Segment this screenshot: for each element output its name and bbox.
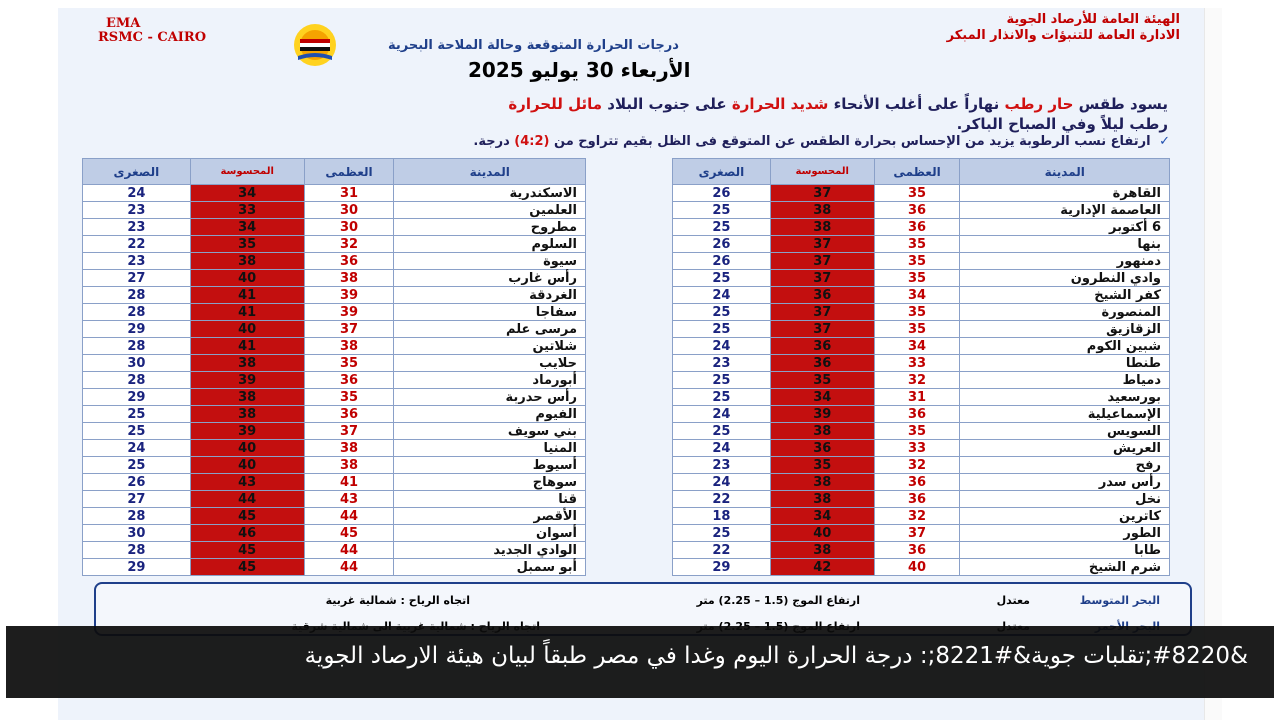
min-temp-cell: 26: [673, 236, 771, 253]
header-min: الصغرى: [83, 159, 191, 185]
feels-like-cell: 40: [190, 321, 304, 338]
temperature-table-left: [82, 158, 586, 576]
table-row: [673, 355, 1170, 372]
max-temp-cell: 32: [874, 457, 960, 474]
min-temp-cell: 28: [83, 304, 191, 321]
city-cell: المنيا: [394, 440, 586, 457]
min-temp-cell: 23: [673, 457, 771, 474]
feels-like-cell: 35: [190, 236, 304, 253]
city-cell: شرم الشيخ: [960, 559, 1170, 576]
wind-direction: اتجاه الرياح : شمالية غربية: [325, 594, 470, 607]
city-cell: دمياط: [960, 372, 1170, 389]
feels-like-cell: 36: [770, 440, 874, 457]
min-temp-cell: 25: [83, 423, 191, 440]
min-temp-cell: 28: [83, 372, 191, 389]
feels-like-cell: 39: [190, 372, 304, 389]
feels-like-cell: 38: [770, 542, 874, 559]
max-temp-cell: 35: [874, 270, 960, 287]
city-cell: مطروح: [394, 219, 586, 236]
max-temp-cell: 37: [304, 321, 394, 338]
feels-like-cell: 43: [190, 474, 304, 491]
table-row: [673, 338, 1170, 355]
city-cell: سوهاج: [394, 474, 586, 491]
feels-like-cell: 38: [770, 423, 874, 440]
city-cell: دمنهور: [960, 253, 1170, 270]
table-row: [673, 474, 1170, 491]
min-temp-cell: 25: [673, 219, 771, 236]
feels-like-cell: 34: [190, 185, 304, 202]
city-cell: 6 أكتوبر: [960, 219, 1170, 236]
table-row: [83, 253, 586, 270]
min-temp-cell: 25: [673, 202, 771, 219]
max-temp-cell: 36: [874, 202, 960, 219]
max-temp-cell: 37: [874, 525, 960, 542]
min-temp-cell: 26: [673, 253, 771, 270]
city-cell: حلايب: [394, 355, 586, 372]
feels-like-cell: 34: [190, 219, 304, 236]
max-temp-cell: 35: [874, 236, 960, 253]
table-row: [83, 559, 586, 576]
table-row: [83, 287, 586, 304]
max-temp-cell: 35: [874, 185, 960, 202]
feels-like-cell: 41: [190, 338, 304, 355]
city-cell: رأس سدر: [960, 474, 1170, 491]
feels-like-cell: 37: [770, 321, 874, 338]
min-temp-cell: 24: [673, 338, 771, 355]
table-row: [83, 338, 586, 355]
header-city: المدينة: [394, 159, 586, 185]
max-temp-cell: 32: [874, 372, 960, 389]
city-cell: رأس حدربة: [394, 389, 586, 406]
feels-like-cell: 42: [770, 559, 874, 576]
max-temp-cell: 36: [874, 491, 960, 508]
max-temp-cell: 39: [304, 304, 394, 321]
max-temp-cell: 30: [304, 202, 394, 219]
city-cell: بورسعيد: [960, 389, 1170, 406]
max-temp-cell: 33: [874, 440, 960, 457]
city-cell: الإسماعيلية: [960, 406, 1170, 423]
min-temp-cell: 25: [83, 457, 191, 474]
min-temp-cell: 25: [673, 423, 771, 440]
min-temp-cell: 27: [83, 491, 191, 508]
city-cell: الفيوم: [394, 406, 586, 423]
humidity-note: ✓ ارتفاع نسب الرطوبة يزيد من الإحساس بحرارة الطقس عن المتوقع فى الظل بقيم تتراوح من (4:2) درجة.: [473, 134, 1170, 149]
table-row: [83, 236, 586, 253]
max-temp-cell: 36: [874, 219, 960, 236]
table-row: [83, 372, 586, 389]
table-row: [83, 542, 586, 559]
city-cell: سفاجا: [394, 304, 586, 321]
max-temp-cell: 36: [874, 474, 960, 491]
max-temp-cell: 36: [304, 253, 394, 270]
feels-like-cell: 35: [770, 372, 874, 389]
min-temp-cell: 25: [673, 270, 771, 287]
table-row: [673, 253, 1170, 270]
max-temp-cell: 35: [874, 253, 960, 270]
min-temp-cell: 28: [83, 338, 191, 355]
table-row: [83, 474, 586, 491]
max-temp-cell: 35: [874, 304, 960, 321]
min-temp-cell: 25: [673, 321, 771, 338]
table-row: [673, 389, 1170, 406]
max-temp-cell: 38: [304, 270, 394, 287]
city-cell: نخل: [960, 491, 1170, 508]
authority-name: الهيئة العامة للأرصاد الجوية: [1006, 12, 1180, 27]
max-temp-cell: 39: [304, 287, 394, 304]
feels-like-cell: 39: [770, 406, 874, 423]
min-temp-cell: 30: [83, 355, 191, 372]
ema-logo-icon: [290, 22, 340, 68]
max-temp-cell: 36: [304, 406, 394, 423]
min-temp-cell: 25: [673, 389, 771, 406]
max-temp-cell: 38: [304, 440, 394, 457]
feels-like-cell: 38: [770, 474, 874, 491]
city-cell: بني سويف: [394, 423, 586, 440]
feels-like-cell: 35: [770, 457, 874, 474]
table-row: [83, 440, 586, 457]
table-row: [673, 559, 1170, 576]
table-row: [83, 406, 586, 423]
max-temp-cell: 32: [874, 508, 960, 525]
city-cell: المنصورة: [960, 304, 1170, 321]
min-temp-cell: 24: [673, 440, 771, 457]
min-temp-cell: 26: [83, 474, 191, 491]
table-row: [673, 304, 1170, 321]
max-temp-cell: 41: [304, 474, 394, 491]
org-code: RSMC - CAIRO: [98, 30, 207, 45]
max-temp-cell: 35: [304, 355, 394, 372]
city-cell: رفح: [960, 457, 1170, 474]
feels-like-cell: 38: [190, 253, 304, 270]
table-row: [83, 321, 586, 338]
feels-like-cell: 37: [770, 185, 874, 202]
table-row: [83, 185, 586, 202]
table-row: [673, 406, 1170, 423]
feels-like-cell: 40: [190, 457, 304, 474]
max-temp-cell: 45: [304, 525, 394, 542]
max-temp-cell: 36: [874, 542, 960, 559]
feels-like-cell: 40: [770, 525, 874, 542]
table-row: [83, 525, 586, 542]
max-temp-cell: 38: [304, 338, 394, 355]
feels-like-cell: 45: [190, 542, 304, 559]
city-cell: شبين الكوم: [960, 338, 1170, 355]
table-row: [83, 270, 586, 287]
min-temp-cell: 25: [673, 372, 771, 389]
header-feels: المحسوسة: [770, 159, 874, 185]
min-temp-cell: 24: [83, 185, 191, 202]
city-cell: أسوان: [394, 525, 586, 542]
city-cell: العريش: [960, 440, 1170, 457]
feels-like-cell: 38: [190, 406, 304, 423]
city-cell: الأقصر: [394, 508, 586, 525]
min-temp-cell: 22: [673, 491, 771, 508]
bulletin-title: درجات الحرارة المتوقعة وحالة الملاحة البحرية: [388, 38, 679, 53]
min-temp-cell: 28: [83, 508, 191, 525]
max-temp-cell: 44: [304, 559, 394, 576]
table-row: [673, 491, 1170, 508]
min-temp-cell: 29: [83, 321, 191, 338]
feels-like-cell: 45: [190, 508, 304, 525]
feels-like-cell: 37: [770, 253, 874, 270]
min-temp-cell: 25: [673, 525, 771, 542]
city-cell: أبورماد: [394, 372, 586, 389]
max-temp-cell: 35: [874, 423, 960, 440]
table-row: [673, 525, 1170, 542]
min-temp-cell: 22: [673, 542, 771, 559]
max-temp-cell: 34: [874, 338, 960, 355]
table-row: [83, 355, 586, 372]
feels-like-cell: 38: [190, 389, 304, 406]
feels-like-cell: 40: [190, 270, 304, 287]
city-cell: القاهرة: [960, 185, 1170, 202]
min-temp-cell: 24: [673, 287, 771, 304]
max-temp-cell: 44: [304, 542, 394, 559]
min-temp-cell: 23: [673, 355, 771, 372]
article-caption: &#8220;تقلبات جوية&#8221;: درجة الحرارة اليوم وغدا في مصر طبقاً لبيان هيئة الارصاد الجوية: [6, 626, 1274, 698]
org-short: EMA: [106, 16, 141, 31]
table-row: [83, 202, 586, 219]
feels-like-cell: 37: [770, 270, 874, 287]
feels-like-cell: 44: [190, 491, 304, 508]
feels-like-cell: 38: [770, 202, 874, 219]
table-row: [673, 219, 1170, 236]
max-temp-cell: 31: [304, 185, 394, 202]
city-cell: العلمين: [394, 202, 586, 219]
header-city: المدينة: [960, 159, 1170, 185]
bulletin-document: [58, 8, 1204, 720]
feels-like-cell: 37: [770, 304, 874, 321]
min-temp-cell: 18: [673, 508, 771, 525]
min-temp-cell: 29: [83, 389, 191, 406]
city-cell: مرسى علم: [394, 321, 586, 338]
feels-like-cell: 36: [770, 338, 874, 355]
feels-like-cell: 38: [770, 219, 874, 236]
max-temp-cell: 36: [874, 406, 960, 423]
table-row: [673, 457, 1170, 474]
wave-height: ارتفاع الموج (1.5 – 2.25) متر: [696, 594, 860, 607]
max-temp-cell: 40: [874, 559, 960, 576]
city-cell: أسيوط: [394, 457, 586, 474]
min-temp-cell: 23: [83, 253, 191, 270]
min-temp-cell: 25: [673, 304, 771, 321]
min-temp-cell: 25: [83, 406, 191, 423]
bulletin-date: الأربعاء 30 يوليو 2025: [468, 58, 691, 82]
table-row: [673, 508, 1170, 525]
max-temp-cell: 35: [304, 389, 394, 406]
weather-summary: يسود طقس حار رطب نهاراً على أغلب الأنحاء شديد الحرارة على جنوب البلاد مائل للحرارة رطب ليلاً وفي الصباح الباكر.: [508, 95, 1168, 133]
city-cell: الطور: [960, 525, 1170, 542]
table-row: [673, 287, 1170, 304]
feels-like-cell: 45: [190, 559, 304, 576]
min-temp-cell: 26: [673, 185, 771, 202]
max-temp-cell: 31: [874, 389, 960, 406]
checkmark-icon: ✓: [1159, 134, 1170, 149]
city-cell: وادي النطرون: [960, 270, 1170, 287]
table-row: [673, 321, 1170, 338]
table-row: [673, 270, 1170, 287]
feels-like-cell: 34: [770, 389, 874, 406]
max-temp-cell: 32: [304, 236, 394, 253]
feels-like-cell: 41: [190, 304, 304, 321]
city-cell: الغردقة: [394, 287, 586, 304]
temperature-table-right: [672, 158, 1170, 576]
min-temp-cell: 28: [83, 542, 191, 559]
table-row: [673, 542, 1170, 559]
min-temp-cell: 22: [83, 236, 191, 253]
header-feels: المحسوسة: [190, 159, 304, 185]
city-cell: كاترين: [960, 508, 1170, 525]
city-cell: الزقازيق: [960, 321, 1170, 338]
city-cell: رأس غارب: [394, 270, 586, 287]
table-row: [673, 202, 1170, 219]
table-row: [83, 219, 586, 236]
feels-like-cell: 38: [770, 491, 874, 508]
header-max: العظمى: [304, 159, 394, 185]
max-temp-cell: 43: [304, 491, 394, 508]
table-row: [673, 423, 1170, 440]
min-temp-cell: 23: [83, 202, 191, 219]
city-cell: شلاتين: [394, 338, 586, 355]
min-temp-cell: 30: [83, 525, 191, 542]
max-temp-cell: 38: [304, 457, 394, 474]
table-row: [83, 423, 586, 440]
city-cell: طنطا: [960, 355, 1170, 372]
feels-like-cell: 36: [770, 287, 874, 304]
header-max: العظمى: [874, 159, 960, 185]
city-cell: كفر الشيخ: [960, 287, 1170, 304]
table-row: [83, 457, 586, 474]
feels-like-cell: 41: [190, 287, 304, 304]
feels-like-cell: 40: [190, 440, 304, 457]
authority-department: الادارة العامة للتنبؤات والانذار المبكر: [946, 28, 1180, 43]
max-temp-cell: 37: [304, 423, 394, 440]
feels-like-cell: 36: [770, 355, 874, 372]
max-temp-cell: 34: [874, 287, 960, 304]
min-temp-cell: 23: [83, 219, 191, 236]
scrollbar[interactable]: [1204, 8, 1222, 720]
sea-label: البحر المتوسط: [1079, 594, 1160, 607]
city-cell: أبو سمبل: [394, 559, 586, 576]
city-cell: السويس: [960, 423, 1170, 440]
table-row: [673, 185, 1170, 202]
feels-like-cell: 37: [770, 236, 874, 253]
feels-like-cell: 39: [190, 423, 304, 440]
table-row: [83, 491, 586, 508]
min-temp-cell: 24: [83, 440, 191, 457]
feels-like-cell: 34: [770, 508, 874, 525]
city-cell: طابا: [960, 542, 1170, 559]
city-cell: العاصمة الإدارية: [960, 202, 1170, 219]
city-cell: الوادي الجديد: [394, 542, 586, 559]
min-temp-cell: 24: [673, 406, 771, 423]
max-temp-cell: 30: [304, 219, 394, 236]
city-cell: قنا: [394, 491, 586, 508]
min-temp-cell: 27: [83, 270, 191, 287]
sea-row-mediterranean: [96, 594, 1190, 612]
max-temp-cell: 33: [874, 355, 960, 372]
max-temp-cell: 35: [874, 321, 960, 338]
max-temp-cell: 44: [304, 508, 394, 525]
table-row: [83, 389, 586, 406]
header-min: الصغرى: [673, 159, 771, 185]
feels-like-cell: 38: [190, 355, 304, 372]
table-row: [83, 508, 586, 525]
min-temp-cell: 28: [83, 287, 191, 304]
table-row: [673, 236, 1170, 253]
min-temp-cell: 24: [673, 474, 771, 491]
min-temp-cell: 29: [673, 559, 771, 576]
city-cell: السلوم: [394, 236, 586, 253]
table-row: [673, 372, 1170, 389]
city-cell: سيوة: [394, 253, 586, 270]
city-cell: بنها: [960, 236, 1170, 253]
table-row: [673, 440, 1170, 457]
feels-like-cell: 46: [190, 525, 304, 542]
city-cell: الاسكندرية: [394, 185, 586, 202]
feels-like-cell: 33: [190, 202, 304, 219]
max-temp-cell: 36: [304, 372, 394, 389]
min-temp-cell: 29: [83, 559, 191, 576]
sea-state: معتدل: [996, 594, 1030, 607]
table-row: [83, 304, 586, 321]
